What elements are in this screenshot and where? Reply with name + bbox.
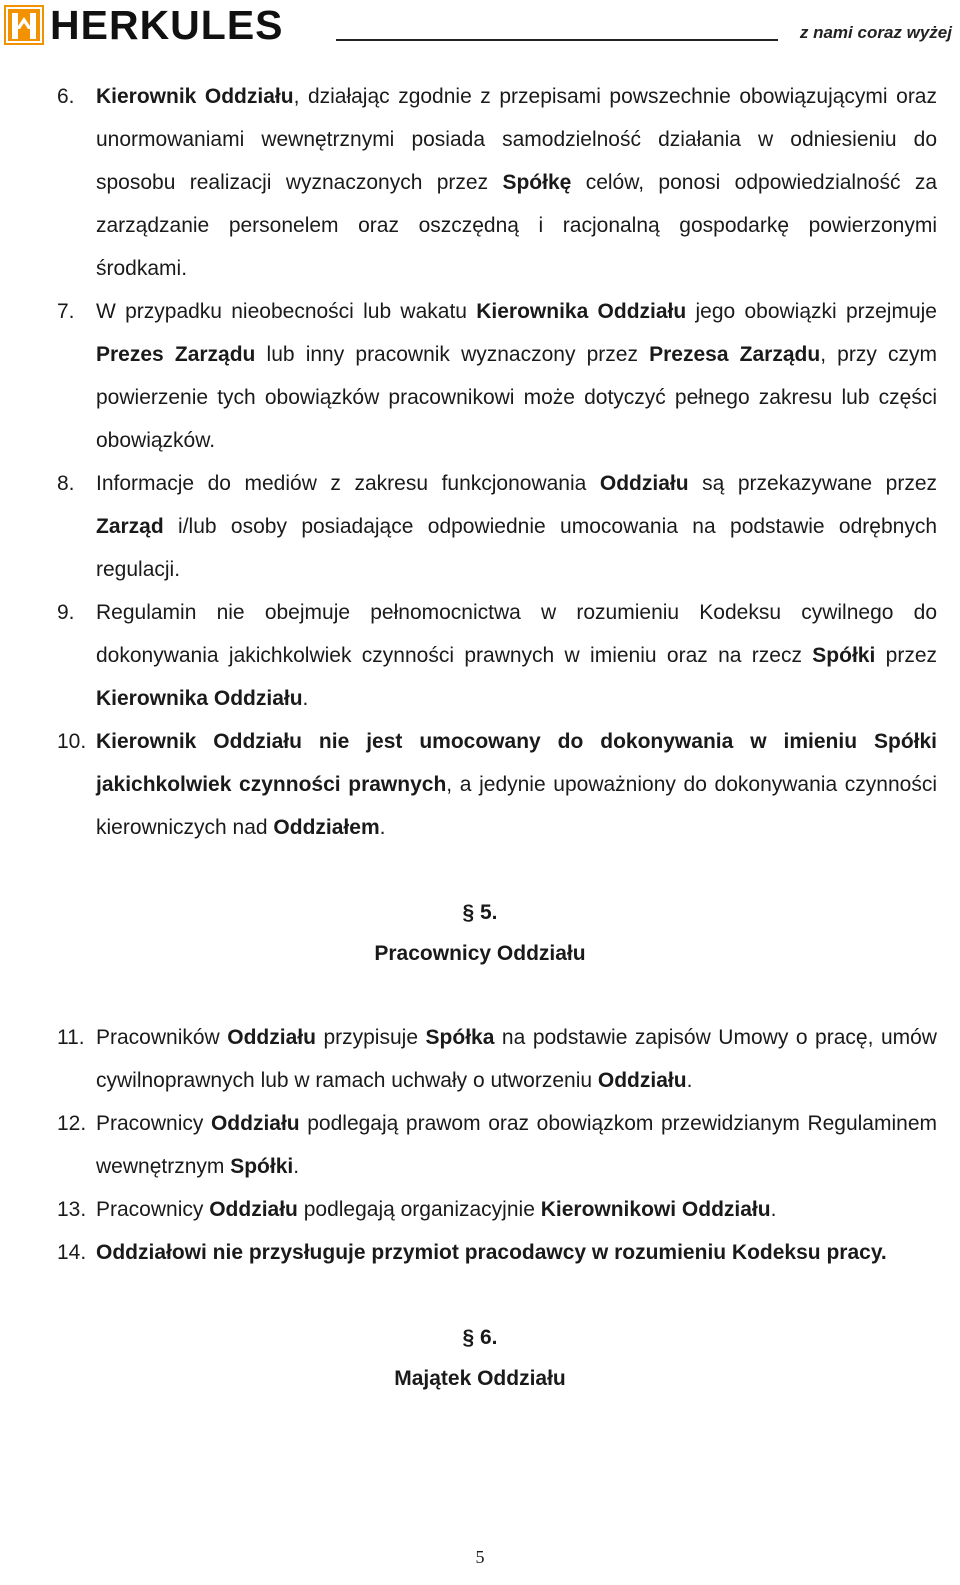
text-run: .	[302, 687, 309, 710]
bold-term: Oddziału	[599, 472, 689, 495]
text-run: są przekazywane przez	[688, 472, 937, 495]
list-item-number: 13.	[57, 1198, 87, 1221]
text-run: .	[293, 1155, 300, 1178]
section-5-title: Pracownicy Oddziału	[374, 942, 586, 965]
list-item	[0, 1016, 960, 1102]
text-run: Pracowników	[96, 1026, 228, 1049]
text-run: przez	[875, 644, 937, 667]
bold-term: Prezesa Zarządu	[649, 343, 821, 366]
bold-term: Oddziału	[597, 1069, 687, 1092]
bold-term: Oddziałem	[273, 816, 380, 839]
slogan: z nami coraz wyżej	[799, 23, 952, 42]
list-item-text	[96, 75, 937, 290]
bold-term: Oddziału	[209, 1198, 298, 1221]
list-item-text	[96, 1016, 937, 1102]
list-item-text	[96, 1102, 937, 1188]
list-item-number: 8.	[57, 472, 75, 495]
list-item-text	[96, 462, 937, 591]
bold-term: Oddziału	[227, 1026, 316, 1049]
text-run: , a jedynie upoważniony do dokonywania czynności kierowniczych nad	[96, 773, 937, 839]
text-run: .	[686, 1069, 693, 1092]
text-run: podlegają organizacyjnie	[297, 1198, 541, 1221]
herkules-logo-icon	[4, 5, 44, 45]
text-run: Pracownicy	[96, 1198, 210, 1221]
section-6-symbol: § 6.	[462, 1326, 498, 1349]
bold-term: Spółka	[425, 1026, 495, 1049]
list-item	[0, 1188, 960, 1231]
list-item-number: 6.	[57, 85, 75, 108]
text-run: jego obowiązki przejmuje	[686, 300, 937, 323]
document-body	[0, 75, 960, 1399]
bold-term: Kierownikowi Oddziału	[540, 1198, 771, 1221]
list-item-number: 7.	[57, 300, 75, 323]
text-run: przypisuje	[315, 1026, 426, 1049]
brand-name: HERKULES	[50, 2, 284, 48]
bold-term: Oddziałowi nie przysługuje przymiot pracodawcy w rozumieniu Kodeksu pracy.	[96, 1241, 887, 1264]
text-run: Informacje do mediów z zakresu funkcjonowania	[96, 472, 600, 495]
page-number: 5	[475, 1547, 485, 1567]
section-6-title: Majątek Oddziału	[394, 1367, 566, 1390]
list-item-text	[96, 290, 937, 462]
list-item	[0, 591, 960, 720]
text-run: i/lub osoby posiadające odpowiednie umocowania na podstawie odrębnych regulacji.	[96, 515, 937, 581]
bold-term: Spółkę	[502, 171, 572, 194]
bold-term: Kierownika Oddziału	[96, 687, 303, 710]
list-item-text	[96, 1231, 937, 1274]
list-item	[0, 1231, 960, 1274]
bold-term: Kierownika Oddziału	[476, 300, 687, 323]
header-divider	[336, 39, 778, 41]
section-5-symbol: § 5.	[462, 901, 498, 924]
bold-term: Prezes Zarządu	[96, 343, 256, 366]
bold-term: Spółki	[812, 644, 876, 667]
list-item-text	[96, 1188, 937, 1231]
bold-term: Oddziału	[210, 1112, 300, 1135]
list-item-text	[96, 720, 937, 849]
list-item-number: 12.	[57, 1112, 87, 1135]
text-run: celów, ponosi odpowiedzialność za zarządzanie personelem oraz oszczędną i racjonalną gospodarkę powierzonymi środkami.	[96, 171, 937, 280]
bold-term: Zarząd	[96, 515, 164, 538]
text-run: , przy czym powierzenie tych obowiązków pracownikowi może dotyczyć pełnego zakresu lub części obowiązków.	[96, 343, 937, 452]
list-item-number: 9.	[57, 601, 75, 624]
list-item-number: 14.	[57, 1241, 87, 1264]
text-run: W przypadku nieobecności lub wakatu	[96, 300, 477, 323]
list-item	[0, 720, 960, 849]
page-header	[0, 0, 960, 60]
text-run: lub inny pracownik wyznaczony przez	[255, 343, 650, 366]
text-run: .	[379, 816, 386, 839]
numbered-list-top	[0, 75, 960, 849]
list-item-text	[96, 591, 937, 720]
bold-term: Spółki	[230, 1155, 294, 1178]
text-run: Pracownicy	[96, 1112, 211, 1135]
numbered-list-mid	[0, 1016, 960, 1274]
list-item-number: 11.	[57, 1026, 85, 1049]
list-item	[0, 462, 960, 591]
text-run: , działając zgodnie z przepisami powszechnie obowiązującymi oraz unormowaniami wewnętrznymi posiada samodzielność działania w odniesieniu do sposobu realizacji wyznaczonych przez	[96, 85, 937, 194]
list-item	[0, 1102, 960, 1188]
text-run: podlegają prawom oraz obowiązkom przewidzianym Regulaminem wewnętrznym	[96, 1112, 937, 1178]
text-run: .	[770, 1198, 777, 1221]
list-item	[0, 290, 960, 462]
bold-term: Kierownik Oddziału	[96, 85, 294, 108]
list-item-number: 10.	[57, 730, 87, 753]
list-item	[0, 75, 960, 290]
bold-term: Kierownik Oddziału nie jest umocowany do dokonywania w imieniu Spółki jakichkolwiek czynności prawnych	[96, 730, 937, 796]
text-run: Regulamin nie obejmuje pełnomocnictwa w rozumieniu Kodeksu cywilnego do dokonywania jakichkolwiek czynności prawnych w imieniu oraz na rzecz	[96, 601, 937, 667]
text-run: na podstawie zapisów Umowy o pracę, umów cywilnoprawnych lub w ramach uchwały o utworzeniu	[96, 1026, 937, 1092]
